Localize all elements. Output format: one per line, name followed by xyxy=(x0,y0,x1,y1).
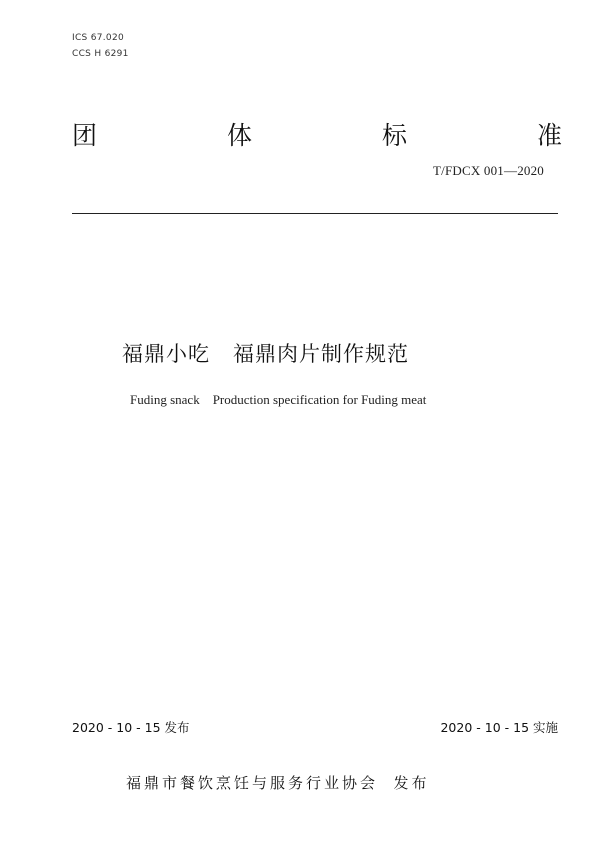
standard-number: T/FDCX 001—2020 xyxy=(433,163,544,178)
standard-type-heading xyxy=(72,116,562,152)
issue-date: 2020 - 10 - 15 发布 xyxy=(72,720,190,735)
ccs-code: CCS H 6291 xyxy=(72,49,129,59)
publisher-line: 福鼎市餐饮烹饪与服务行业协会 发布 xyxy=(126,774,430,792)
classification-codes xyxy=(72,30,129,62)
header-divider xyxy=(72,213,558,214)
standard-type-char: 准 xyxy=(536,121,562,150)
ics-code: ICS 67.020 xyxy=(72,33,125,43)
document-title-english: Fuding snack Production specification for Fuding meat xyxy=(130,392,427,407)
standard-type-char: 标 xyxy=(381,121,407,150)
document-title-chinese: 福鼎小吃 福鼎肉片制作规范 xyxy=(122,342,410,366)
standard-type-char: 体 xyxy=(226,121,252,150)
implementation-date: 2020 - 10 - 15 实施 xyxy=(440,720,558,735)
standard-type-char: 团 xyxy=(72,121,98,150)
